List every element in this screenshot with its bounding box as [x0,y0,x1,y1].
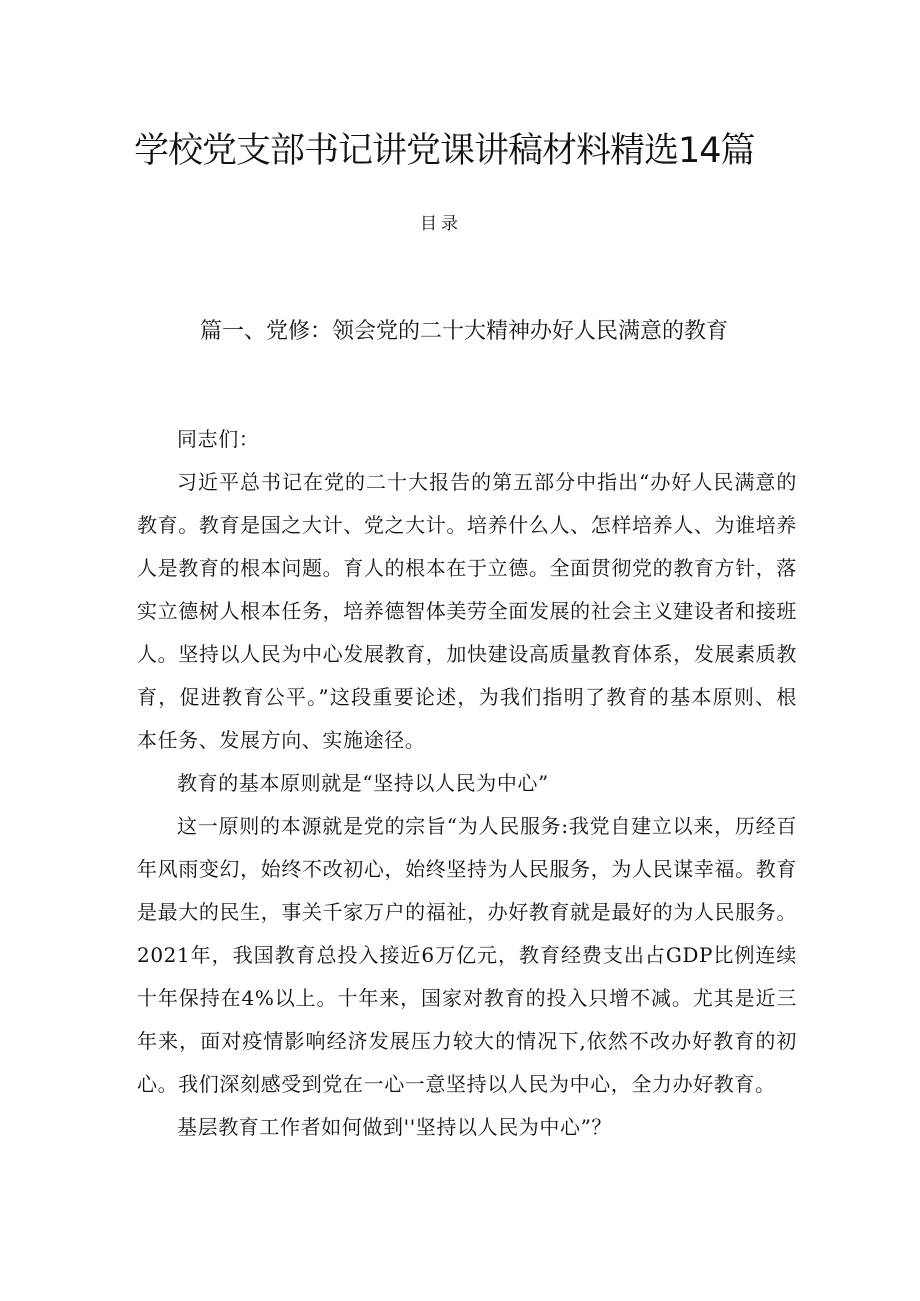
section-heading: 篇一、党修：领会党的二十大精神办好人民满意的教育 [200,319,729,344]
subheading-paragraph: 教育的基本原则就是“坚持以人民为中心” [177,771,549,795]
salutation-paragraph: 同志们： [177,427,260,451]
body-text [137,418,797,1149]
body-paragraph: 这一原则的本源就是党的宗旨“为人民服务:我党自建立以来，历经百年风雨变幻，始终不改初心，始终坚持为人民服务，为人民谋幸福。教育是最大的民生，事关千家万户的福祉，办好教育就是最好的为人民服务。2021年，我国教育总投入接近6万亿元，教育经费支出占GDP比例连续十年保持在4%以上。十年来，国家对教育的投入只增不减。尤其是近三年来，面对疫情影响经济发展压力较大的情况下,依然不改办好教育的初心。我们深刻感受到党在一心一意坚持以人民为中心，全力办好教育。 [137,814,797,1096]
table-of-contents-label: 目录 [420,214,462,234]
body-paragraph: 习近平总书记在党的二十大报告的第五部分中指出“办好人民满意的教育。教育是国之大计、党之大计。培养什么人、怎样培养人、为谁培养人是教育的根本问题。育人的根本在于立德。全面贯彻党的教育方针，落实立德树人根本任务，培养德智体美劳全面发展的社会主义建设者和接班人。坚持以人民为中心发展教育，加快建设高质量教育体系，发展素质教育，促进教育公平。”这段重要论述，为我们指明了教育的基本原则、根本任务、发展方向、实施途径。 [137,470,797,752]
question-paragraph: 基层教育工作者如何做到''坚持以人民为中心”？ [177,1115,613,1139]
document-title: 学校党支部书记讲党课讲稿材料精选14篇 [134,131,755,171]
